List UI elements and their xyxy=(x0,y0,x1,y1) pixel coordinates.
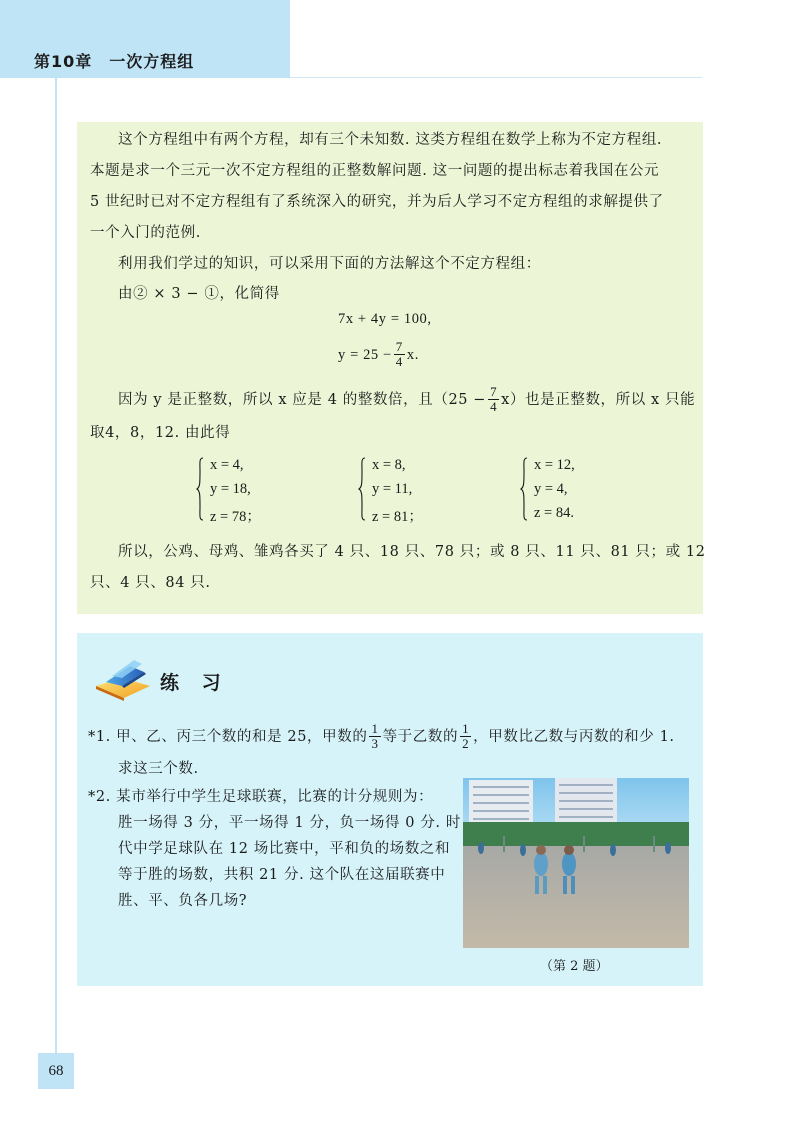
fraction-denominator: 3 xyxy=(371,736,379,751)
system-2-y: y = 11, xyxy=(372,481,413,497)
solution-paragraph-1-line-1: 这个方程组中有两个方程，却有三个未知数. 这类方程组在数学上称为不定方程组. xyxy=(118,132,663,148)
football-photo xyxy=(463,778,689,948)
margin-rule xyxy=(55,78,57,1053)
exercise-q1-line-1 xyxy=(88,722,675,751)
fraction-numerator: 7 xyxy=(490,384,498,399)
brace-icon xyxy=(358,457,366,521)
chapter-title: 第10章 一次方程组 xyxy=(34,52,195,71)
system-2-z: z = 81； xyxy=(372,509,423,525)
q1-text-c: ，甲数比乙数与丙数的和少 1. xyxy=(473,728,675,745)
equation-2 xyxy=(338,340,419,369)
exercise-q2-line-5: 胜、平、负各几场? xyxy=(118,893,248,909)
system-3-x: x = 12, xyxy=(534,457,575,473)
equation-2-fraction xyxy=(394,340,405,369)
system-1-y: y = 18, xyxy=(210,481,251,497)
q1-fraction-1 xyxy=(369,722,380,751)
paragraph-4-fraction xyxy=(488,385,499,414)
paragraph-4-text-a: 因为 y 是正整数，所以 x 应是 4 的整数倍，且（25 − xyxy=(118,391,487,408)
paragraph-4-text-b: x）也是正整数，所以 x 只能 xyxy=(501,391,696,408)
solution-paragraph-1-line-2: 本题是求一个三元一次不定方程组的正整数解问题. 这一问题的提出标志着我国在公元 xyxy=(90,163,660,179)
page-number: 68 xyxy=(38,1053,74,1089)
fraction-numerator: 1 xyxy=(371,721,379,736)
solution-paragraph-1-line-3: 5 世纪时已对不定方程组有了系统深入的研究，并为后人学习不定方程组的求解提供了 xyxy=(90,194,664,210)
system-3-y: y = 4, xyxy=(534,481,568,497)
solution-paragraph-2: 利用我们学过的知识，可以采用下面的方法解这个不定方程组： xyxy=(118,256,541,272)
brace-icon xyxy=(520,457,528,521)
solution-paragraph-5-line-2: 只、4 只、84 只. xyxy=(90,575,211,591)
solution-paragraph-5-line-1: 所以，公鸡、母鸡、雏鸡各买了 4 只、18 只、78 只；或 8 只、11 只、81 只；或 12 xyxy=(118,544,706,560)
book-icon xyxy=(92,656,156,702)
q1-text-a: *1. 甲、乙、丙三个数的和是 25，甲数的 xyxy=(88,728,368,745)
system-1-z: z = 78； xyxy=(210,509,261,525)
fraction-denominator: 4 xyxy=(490,399,498,414)
exercise-q2-line-2: 胜一场得 3 分，平一场得 1 分，负一场得 0 分. 时 xyxy=(118,815,461,831)
solution-paragraph-3: 由② × 3 − ①，化简得 xyxy=(118,286,280,302)
fraction-denominator: 2 xyxy=(462,736,470,751)
exercise-q2-line-3: 代中学足球队在 12 场比赛中，平和负的场数之和 xyxy=(118,841,451,857)
solution-paragraph-1-line-4: 一个入门的范例. xyxy=(90,225,201,241)
fraction-numerator: 7 xyxy=(395,339,403,354)
fraction-numerator: 1 xyxy=(462,721,470,736)
solution-paragraph-4-line-1 xyxy=(118,385,695,414)
q1-text-b: 等于乙数的 xyxy=(382,728,459,745)
q1-fraction-2 xyxy=(460,722,471,751)
exercise-q2-line-1: *2. 某市举行中学生足球联赛，比赛的计分规则为： xyxy=(88,789,434,805)
equation-1: 7x + 4y = 100, xyxy=(338,311,432,327)
brace-icon xyxy=(196,457,204,521)
photo-caption: （第 2 题） xyxy=(540,959,609,974)
system-1-x: x = 4, xyxy=(210,457,244,473)
system-2-x: x = 8, xyxy=(372,457,406,473)
solution-paragraph-4-line-2: 取4，8，12. 由此得 xyxy=(90,425,231,441)
system-3-z: z = 84. xyxy=(534,505,574,521)
exercise-q2-line-4: 等于胜的场数，共积 21 分. 这个队在这届联赛中 xyxy=(118,867,446,883)
equation-2-lhs: y = 25 − xyxy=(338,346,392,363)
fraction-denominator: 4 xyxy=(395,354,403,369)
exercise-title: 练 习 xyxy=(160,672,229,694)
header-rule xyxy=(290,77,702,78)
exercise-q1-line-2: 求这三个数. xyxy=(118,761,199,777)
equation-2-rhs: x. xyxy=(406,346,419,363)
